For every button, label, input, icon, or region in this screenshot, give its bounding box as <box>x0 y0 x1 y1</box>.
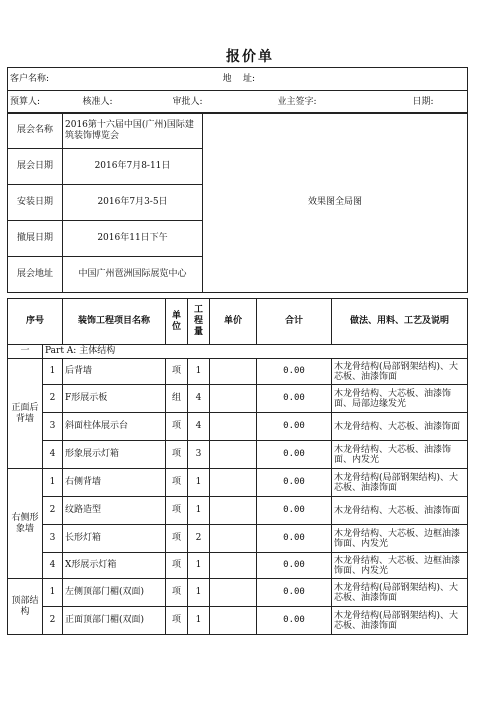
header-price: 单价 <box>210 299 257 345</box>
row-total: 0.00 <box>257 553 332 579</box>
table-row[interactable] <box>8 525 468 553</box>
checker-field[interactable] <box>63 91 173 114</box>
row-qty[interactable]: 1 <box>188 553 210 579</box>
exhibition-address-label: 展会地址 <box>8 257 63 293</box>
row-qty[interactable]: 1 <box>188 607 210 635</box>
owner-sign-label: 业主签字: <box>277 96 317 107</box>
row-name[interactable]: 正面顶部门楣(双面) <box>63 607 166 635</box>
row-name[interactable]: X形展示灯箱 <box>63 553 166 579</box>
row-price[interactable] <box>210 607 257 635</box>
row-total: 0.00 <box>257 579 332 607</box>
exhibition-date-label: 展会日期 <box>8 149 63 185</box>
header-seq: 序号 <box>8 299 63 345</box>
exhibition-address-value[interactable]: 中国广州琶洲国际展览中心 <box>63 257 203 293</box>
table-row[interactable] <box>8 553 468 579</box>
date-label: 日期: <box>412 96 434 107</box>
row-price[interactable] <box>210 525 257 553</box>
row-unit[interactable]: 项 <box>166 413 188 441</box>
budget-label: 预算人: <box>10 96 41 107</box>
table-header-row <box>8 299 468 345</box>
row-price[interactable] <box>210 385 257 413</box>
group-name: 正面后背墙 <box>8 359 43 469</box>
row-desc[interactable]: 木龙骨结构、大芯板、边框油漆饰面、内发光 <box>332 525 468 553</box>
customer-label: 客户名称: <box>10 73 50 84</box>
table-row[interactable] <box>8 385 468 413</box>
row-qty[interactable]: 1 <box>188 359 210 385</box>
approver-field[interactable] <box>173 91 268 114</box>
row-unit[interactable]: 组 <box>166 385 188 413</box>
row-total: 0.00 <box>257 497 332 525</box>
exhibition-date-value[interactable]: 2016年7月8-11日 <box>63 149 203 185</box>
row-price[interactable] <box>210 553 257 579</box>
header-name: 装饰工程项目名称 <box>63 299 166 345</box>
row-unit[interactable]: 项 <box>166 441 188 469</box>
row-no: 1 <box>43 359 63 385</box>
address-label: 地 址: <box>222 73 255 84</box>
row-unit[interactable]: 项 <box>166 359 188 385</box>
render-preview-area: 效果图全局图 <box>203 113 468 293</box>
row-desc[interactable]: 木龙骨结构、大芯板、油漆饰面 <box>332 497 468 525</box>
dismantle-date-value[interactable]: 2016年11日下午 <box>63 221 203 257</box>
header-total: 合计 <box>257 299 332 345</box>
customer-name-field[interactable] <box>8 68 223 91</box>
table-row[interactable] <box>8 607 468 635</box>
row-no: 1 <box>43 579 63 607</box>
row-name[interactable]: 左侧顶部门楣(双面) <box>63 579 166 607</box>
section-title: Part A: 主体结构 <box>43 345 468 359</box>
section-row <box>8 345 468 359</box>
row-no: 2 <box>43 497 63 525</box>
row-total: 0.00 <box>257 441 332 469</box>
row-price[interactable] <box>210 359 257 385</box>
row-unit[interactable]: 项 <box>166 525 188 553</box>
row-desc[interactable]: 木龙骨结构、大芯板、油漆饰面、内发光 <box>332 441 468 469</box>
row-qty[interactable]: 1 <box>188 469 210 497</box>
install-date-label: 安装日期 <box>8 185 63 221</box>
row-unit[interactable]: 项 <box>166 553 188 579</box>
row-desc[interactable]: 木龙骨结构、大芯板、油漆饰面 <box>332 413 468 441</box>
row-name[interactable]: 长形灯箱 <box>63 525 166 553</box>
row-no: 2 <box>43 385 63 413</box>
row-unit[interactable]: 项 <box>166 497 188 525</box>
row-price[interactable] <box>210 441 257 469</box>
table-row[interactable] <box>8 497 468 525</box>
row-desc[interactable]: 木龙骨结构(局部钢架结构)、大芯板、油漆饰面 <box>332 607 468 635</box>
quotation-table <box>7 298 468 635</box>
row-price[interactable] <box>210 413 257 441</box>
dismantle-date-label: 撤展日期 <box>8 221 63 257</box>
row-qty[interactable]: 4 <box>188 385 210 413</box>
row-no: 4 <box>43 553 63 579</box>
table-row[interactable] <box>8 441 468 469</box>
row-name[interactable]: 形象展示灯箱 <box>63 441 166 469</box>
row-total: 0.00 <box>257 359 332 385</box>
row-desc[interactable]: 木龙骨结构(局部钢架结构)、大芯板、油漆饰面 <box>332 359 468 385</box>
row-total: 0.00 <box>257 385 332 413</box>
row-price[interactable] <box>210 469 257 497</box>
row-total: 0.00 <box>257 413 332 441</box>
row-no: 4 <box>43 441 63 469</box>
row-total: 0.00 <box>257 525 332 553</box>
row-total: 0.00 <box>257 607 332 635</box>
row-no: 3 <box>43 525 63 553</box>
exhibition-name-value[interactable]: 2016第十六届中国(广州)国际建筑装饰博览会 <box>63 113 203 149</box>
row-desc[interactable]: 木龙骨结构、大芯板、边框油漆饰面、内发光 <box>332 553 468 579</box>
row-qty[interactable]: 4 <box>188 413 210 441</box>
row-no: 1 <box>43 469 63 497</box>
date-field[interactable] <box>378 91 468 114</box>
row-qty[interactable]: 1 <box>188 497 210 525</box>
row-price[interactable] <box>210 497 257 525</box>
row-price[interactable] <box>210 579 257 607</box>
owner-sign-field[interactable] <box>268 91 378 114</box>
row-unit[interactable]: 项 <box>166 579 188 607</box>
table-row[interactable] <box>8 359 468 385</box>
row-qty[interactable]: 2 <box>188 525 210 553</box>
info-table <box>7 67 468 114</box>
row-name[interactable]: 纹路造型 <box>63 497 166 525</box>
row-qty[interactable]: 3 <box>188 441 210 469</box>
exhibition-name-label: 展会名称 <box>8 113 63 149</box>
row-qty[interactable]: 1 <box>188 579 210 607</box>
row-total: 0.00 <box>257 469 332 497</box>
header-unit: 单位 <box>166 299 188 345</box>
row-no: 3 <box>43 413 63 441</box>
section-index: 一 <box>8 345 43 359</box>
budget-field[interactable] <box>8 91 63 114</box>
row-name[interactable]: F形展示板 <box>63 385 166 413</box>
header-desc: 做法、用料、工艺及说明 <box>332 299 468 345</box>
header-qty: 工程量 <box>188 299 210 345</box>
approver-label: 审批人: <box>172 96 203 107</box>
address-field[interactable] <box>223 68 468 91</box>
exhibition-table <box>7 112 468 293</box>
row-name[interactable]: 斜面柱体展示台 <box>63 413 166 441</box>
group-name: 右侧形象墙 <box>8 469 43 579</box>
group-name: 顶部结构 <box>8 579 43 635</box>
row-desc[interactable]: 木龙骨结构、大芯板、油漆饰面、局部边缘发光 <box>332 385 468 413</box>
install-date-value[interactable]: 2016年7月3-5日 <box>63 185 203 221</box>
row-no: 2 <box>43 607 63 635</box>
row-name[interactable]: 右侧背墙 <box>63 469 166 497</box>
document-title: 报价单 <box>226 49 274 65</box>
row-name[interactable]: 后背墙 <box>63 359 166 385</box>
row-desc[interactable]: 木龙骨结构(局部钢架结构)、大芯板、油漆饰面 <box>332 469 468 497</box>
row-unit[interactable]: 项 <box>166 469 188 497</box>
row-unit[interactable]: 项 <box>166 607 188 635</box>
row-desc[interactable]: 木龙骨结构(局部钢架结构)、大芯板、油漆饰面 <box>332 579 468 607</box>
table-row[interactable] <box>8 469 468 497</box>
table-row[interactable] <box>8 579 468 607</box>
checker-label: 核准人: <box>82 96 113 107</box>
table-row[interactable] <box>8 413 468 441</box>
